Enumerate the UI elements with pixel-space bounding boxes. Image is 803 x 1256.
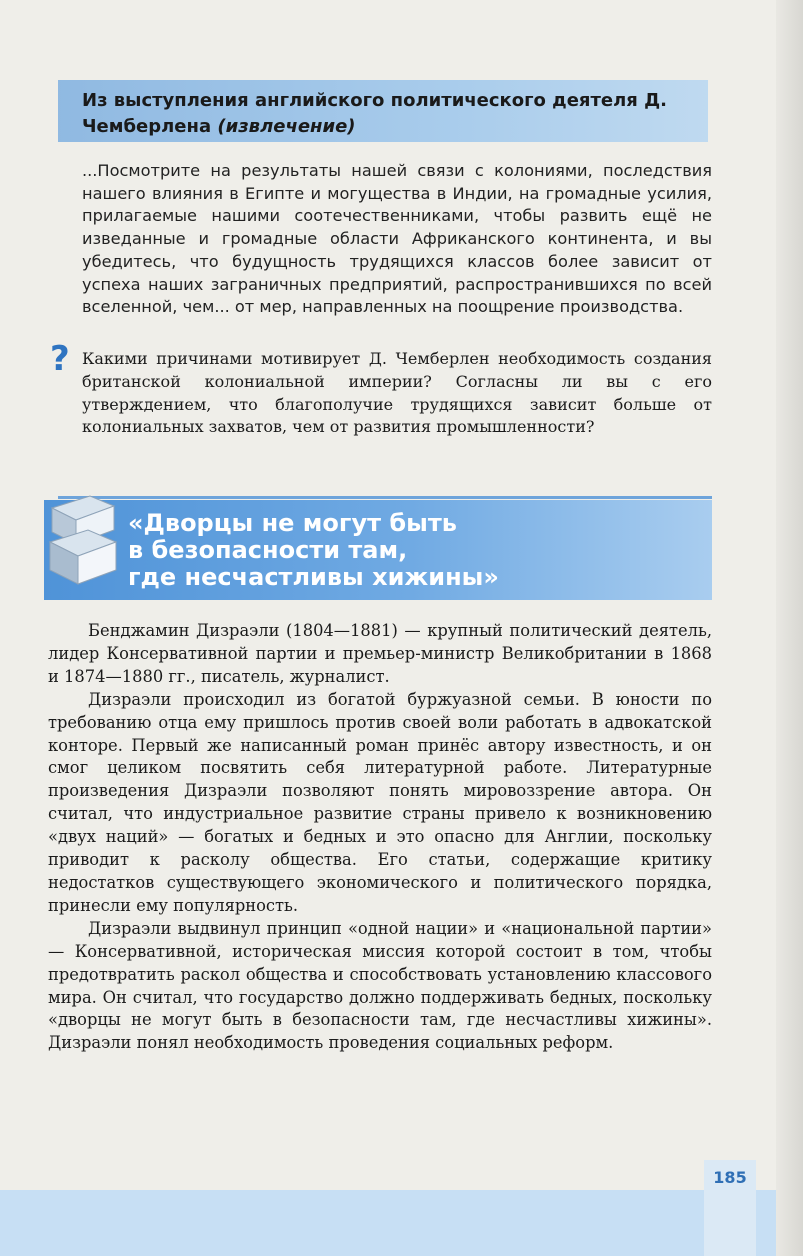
question-mark-icon: ?: [50, 339, 70, 379]
page-number: 185: [713, 1168, 747, 1187]
source-title: [82, 88, 702, 140]
source-excerpt: ...Посмотрите на результаты нашей связи с колониями, последствия нашего влияния в Египте и могущества в Индии, на громадные усилия, прилагаемые нашими соотечественниками, чтобы развить ещё не изведанные и громадные области Африканского континента, и вы убедитесь, что будущность трудящихся классов более зависит от успеха наших заграничных предприятий, распространившихся по всей вселенной, чем... от мер, направленных на поощрение производства.: [82, 161, 712, 317]
section-divider: [58, 496, 712, 499]
footer-band: [0, 1190, 803, 1256]
section-title: «Дворцы не могут быть в безопасности там, где несчастливы хижины»: [128, 509, 499, 591]
body-paragraph: Дизраэли выдвинул принцип «одной нации» и «национальной партии» — Консервативной, историческая миссия которой состоит в том, чтобы предотвратить раскол общества и способствовать установлению классового мира. Он считал, что государство должно поддерживать бедных, поскольку «дворцы не могут быть в безопасности там, где несчастливы хижины». Дизраэли понял необходимость проведения социальных реформ.: [48, 918, 712, 1053]
body-paragraph: Дизраэли происходил из богатой буржуазной семьи. В юности по требованию отца ему пришлось против своей воли работать в адвокатской конторе. Первый же написанный роман принёс автору известность, и он смог целиком посвятить себя литературной работе. Литературные произведения Дизраэли позволяют понять мировоззрение автора. Он считал, что индустриальное развитие страны привело к возникновению «двух наций» — богатых и бедных и это опасно для Англии, поскольку приводит к расколу общества. Его статьи, содержащие критику недостатков существующего экономического и политического порядка, принесли ему популярность.: [48, 689, 712, 915]
source-title-main: Из выступления английского политического деятеля Д. Чемберлена: [82, 90, 667, 137]
book-stack-icon: [46, 486, 118, 598]
question-text: Какими причинами мотивирует Д. Чемберлен необходимость создания британской колониальной империи? Согласны ли вы с его утверждением, что благополучие трудящихся зависит больше от колониальных захватов, чем от развития промышленности?: [82, 349, 712, 437]
page-edge: [776, 0, 803, 1256]
body-paragraph: Бенджамин Дизраэли (1804—1881) — крупный политический деятель, лидер Консервативной партии и премьер-министр Великобритании в 1868 и 1874—1880 гг., писатель, журналист.: [48, 621, 712, 686]
main-body: [48, 620, 712, 1055]
source-title-note: (извлечение): [217, 116, 356, 137]
